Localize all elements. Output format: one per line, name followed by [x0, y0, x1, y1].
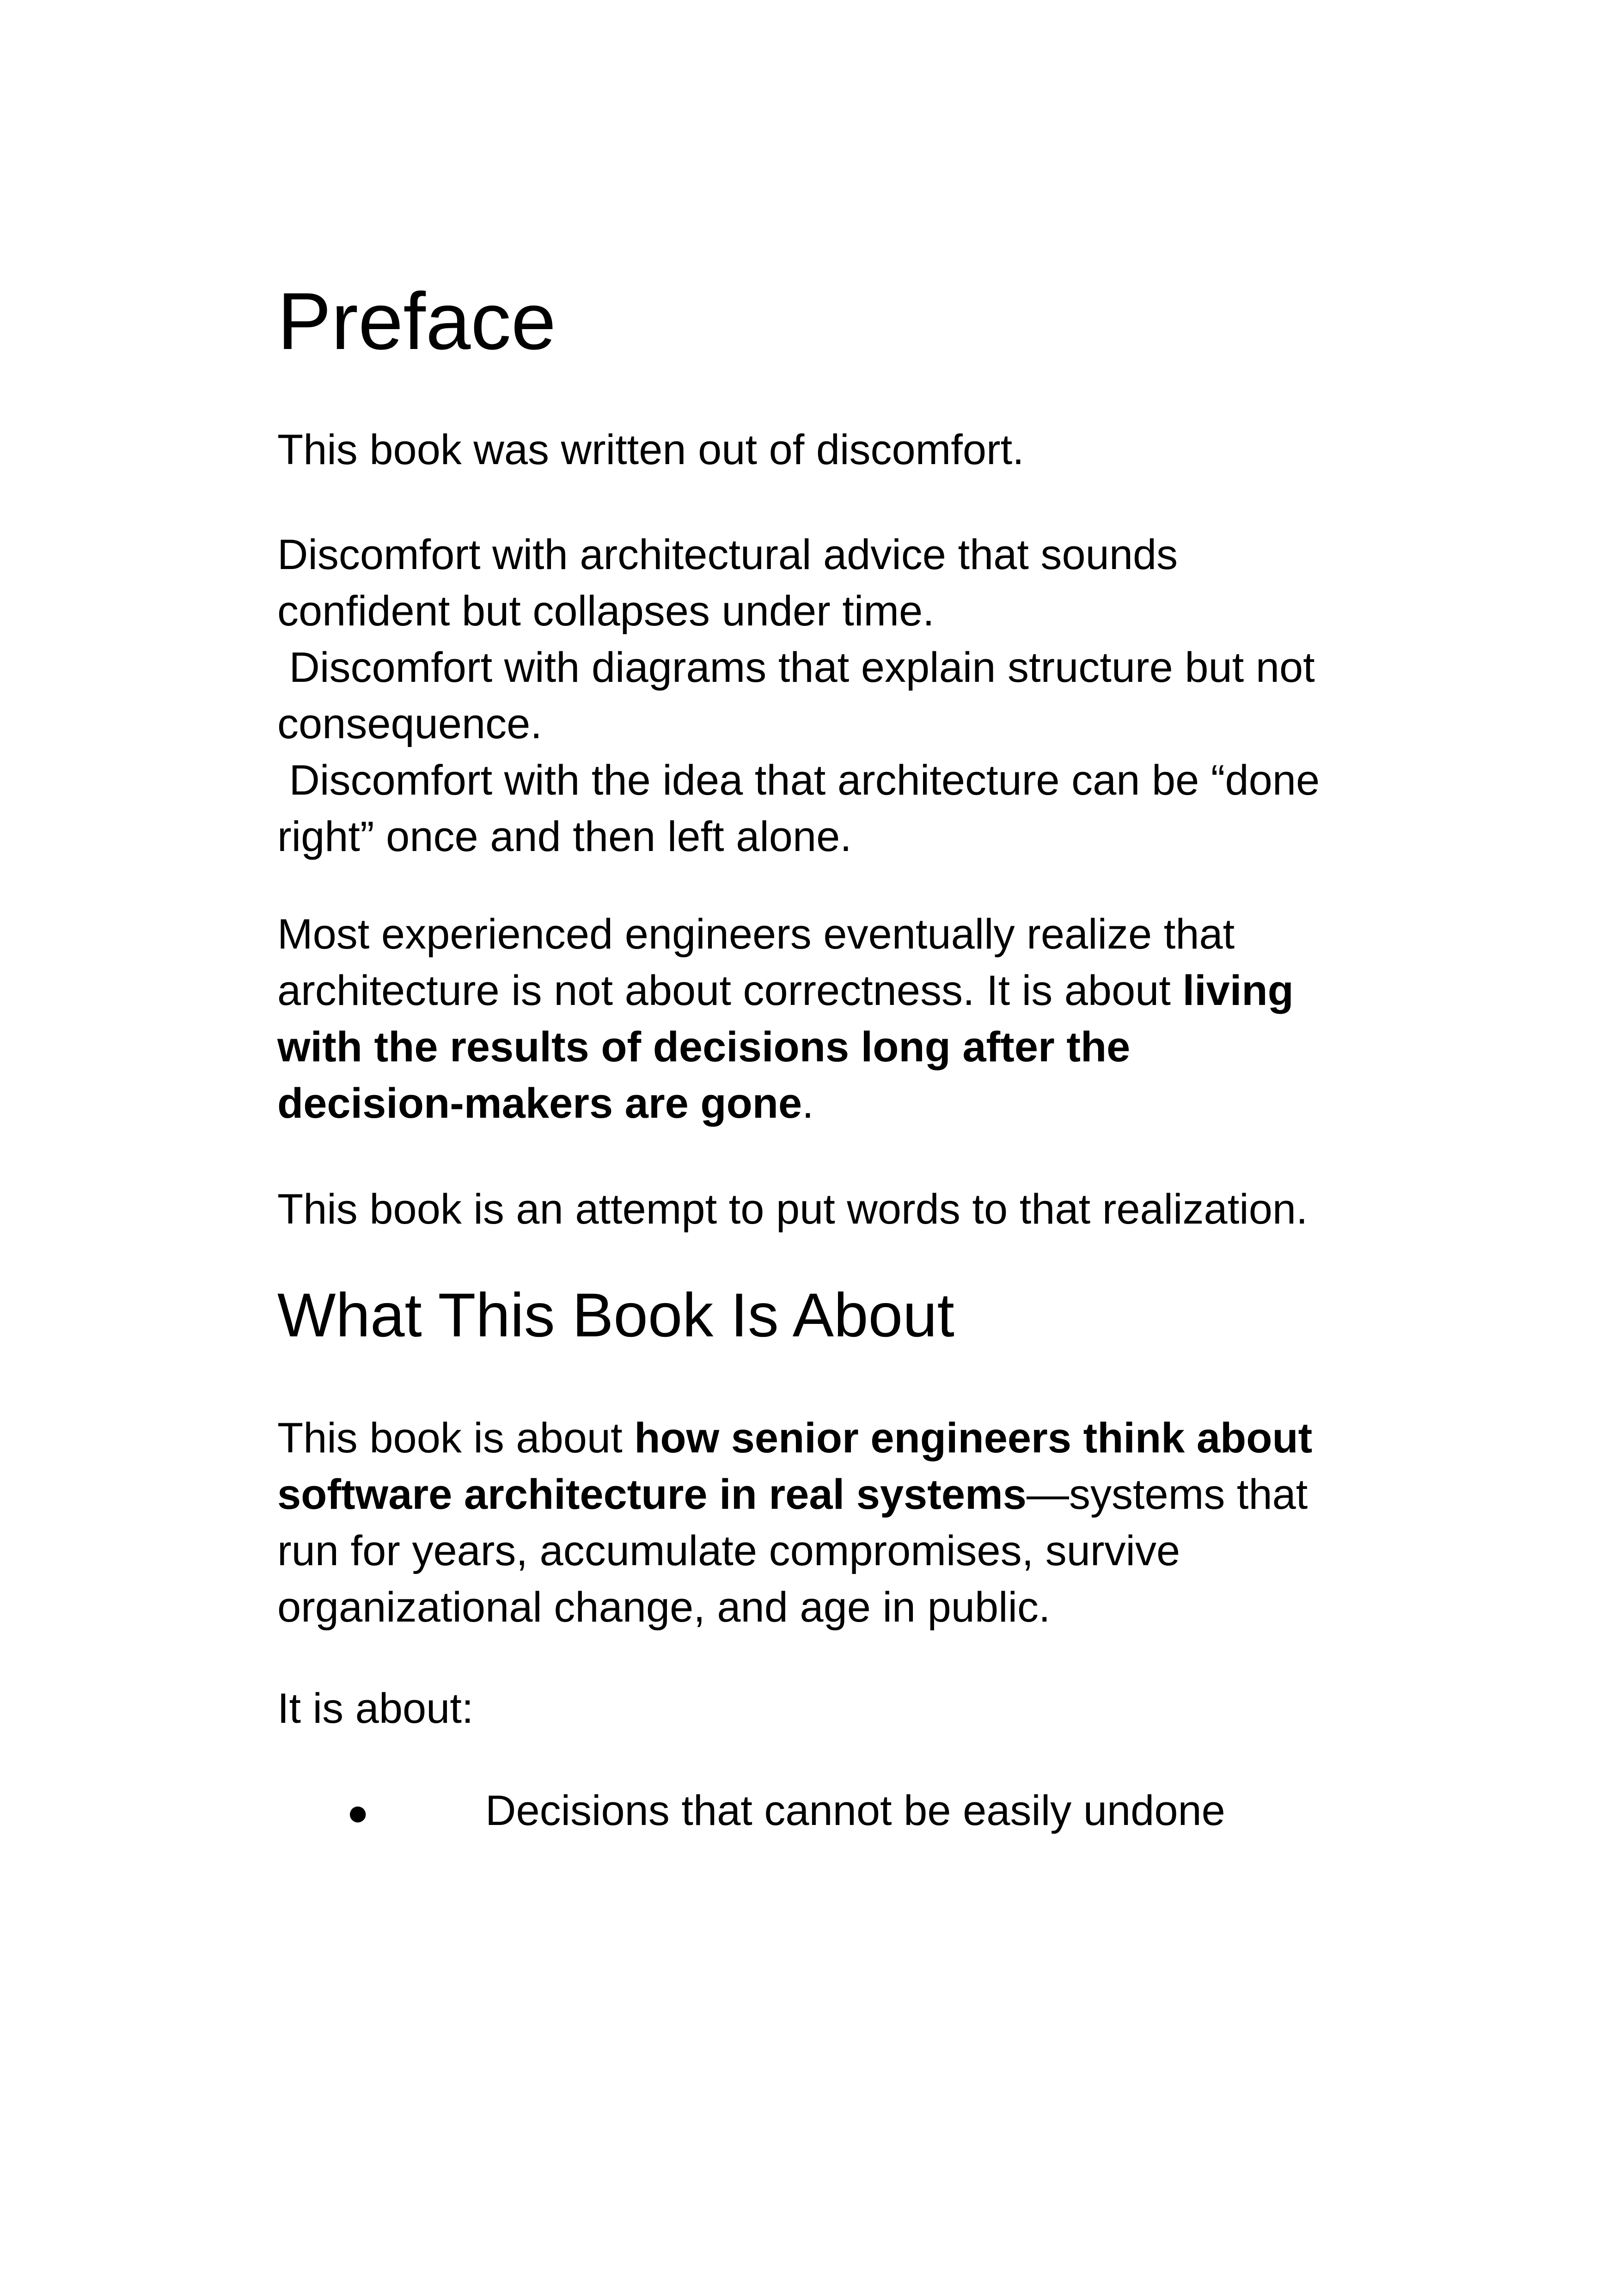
list-item-text: Decisions that cannot be easily undone: [485, 1787, 1225, 1834]
paragraph-text: —systems that: [1026, 1471, 1308, 1518]
bold-phrase: living: [1182, 967, 1294, 1014]
paragraph-attempt: This book is an attempt to put words to that realization.: [277, 1186, 1308, 1233]
paragraph-line: consequence.: [277, 700, 542, 747]
paragraph-line: Discomfort with diagrams that explain structure but not: [277, 644, 1315, 691]
paragraph-line: Discomfort with the idea that architecture can be “done: [277, 757, 1320, 804]
bold-phrase: software architecture in real systems: [277, 1471, 1027, 1518]
paragraph-realization: [277, 906, 1294, 1132]
bold-phrase: how senior engineers think about: [634, 1414, 1313, 1462]
paragraph-line: [277, 1075, 1294, 1132]
paragraph-intro: This book was written out of discomfort.: [277, 426, 1024, 473]
paragraph-line: Most experienced engineers eventually realize that: [277, 911, 1235, 958]
paragraph-about: [277, 1410, 1312, 1635]
paragraph-line: [277, 1019, 1294, 1075]
paragraph-line: [277, 962, 1294, 1019]
paragraph-text: architecture is not about correctness. It is about: [277, 967, 1183, 1014]
paragraph-line: [277, 1410, 1312, 1466]
bullet-icon: ●: [347, 1792, 369, 1833]
section-heading: What This Book Is About: [277, 1281, 954, 1350]
paragraph-it-is-about: It is about:: [277, 1685, 474, 1732]
page-title: Preface: [277, 276, 556, 367]
paragraph-line: run for years, accumulate compromises, survive: [277, 1527, 1180, 1574]
bold-phrase: decision-makers are gone: [277, 1080, 802, 1127]
bold-phrase: with the results of decisions long after the: [277, 1023, 1131, 1071]
paragraph-line: [277, 1466, 1312, 1523]
paragraph-text: This book is about: [277, 1414, 635, 1462]
paragraph-line: organizational change, and age in public.: [277, 1584, 1051, 1631]
paragraph-discomforts: [277, 527, 1320, 865]
paragraph-line: Discomfort with architectural advice that sounds: [277, 531, 1178, 578]
paragraph-text: .: [802, 1080, 814, 1127]
paragraph-line: right” once and then left alone.: [277, 813, 852, 860]
paragraph-line: confident but collapses under time.: [277, 588, 935, 635]
list-item: [347, 1782, 1225, 1841]
